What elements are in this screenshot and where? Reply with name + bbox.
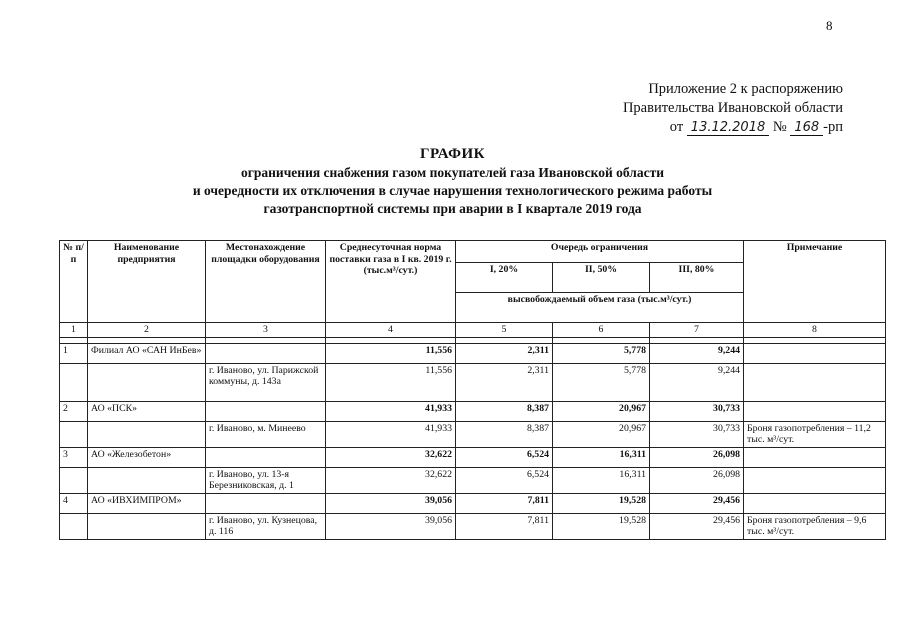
- colnum: 4: [326, 323, 456, 338]
- appendix-number-label: №: [772, 119, 787, 135]
- appendix-line-2: Правительства Ивановской области: [622, 100, 843, 116]
- header-queue: Очередь ограничения: [456, 241, 744, 263]
- cell-q3: 9,244: [650, 343, 744, 363]
- cell-q2: 19,528: [553, 493, 650, 513]
- cell-name: [88, 513, 206, 539]
- appendix-date-line: [623, 118, 843, 137]
- table-row: [60, 493, 886, 513]
- cell-q1: 2,311: [456, 363, 553, 401]
- document-title: [0, 145, 905, 218]
- colnum: 3: [206, 323, 326, 338]
- colnum: 2: [88, 323, 206, 338]
- cell-q2: 16,311: [553, 447, 650, 467]
- cell-location: [206, 447, 326, 467]
- cell-q1: 6,524: [456, 447, 553, 467]
- table-row: [60, 447, 886, 467]
- header-num: № п/п: [60, 241, 88, 323]
- cell-q1: 8,387: [456, 401, 553, 421]
- cell-q2: 20,967: [553, 421, 650, 447]
- cell-q2: 20,967: [553, 401, 650, 421]
- column-numbers-row: [60, 323, 886, 338]
- appendix-prefix: от: [669, 119, 684, 135]
- cell-q2: 5,778: [553, 363, 650, 401]
- colnum: 8: [744, 323, 886, 338]
- header-q3: III, 80%: [650, 263, 744, 293]
- cell-note: Броня газопотребления – 9,6 тыс. м³/сут.: [744, 513, 886, 539]
- cell-location: г. Иваново, ул. Кузнецова, д. 116: [206, 513, 326, 539]
- cell-num: 3: [60, 447, 88, 467]
- handwritten-date: 13.12.2018: [687, 120, 769, 136]
- cell-q3: 26,098: [650, 447, 744, 467]
- table-row: [60, 421, 886, 447]
- header-name: Наименование предприятия: [88, 241, 206, 323]
- gas-restriction-table: [59, 240, 886, 540]
- cell-location: [206, 401, 326, 421]
- cell-name: АО «ПСК»: [88, 401, 206, 421]
- cell-num: 1: [60, 343, 88, 363]
- colnum: 5: [456, 323, 553, 338]
- colnum: 1: [60, 323, 88, 338]
- cell-q1: 7,811: [456, 513, 553, 539]
- table-row: [60, 467, 886, 493]
- table-row: [60, 363, 886, 401]
- header-q1: I, 20%: [456, 263, 553, 293]
- cell-avg: 39,056: [326, 513, 456, 539]
- appendix-block: [623, 80, 843, 137]
- cell-q1: 7,811: [456, 493, 553, 513]
- cell-location: г. Иваново, ул. Парижской коммуны, д. 143а: [206, 363, 326, 401]
- cell-q3: 29,456: [650, 493, 744, 513]
- cell-q3: 26,098: [650, 467, 744, 493]
- cell-avg: 32,622: [326, 447, 456, 467]
- cell-name: [88, 363, 206, 401]
- cell-num: [60, 513, 88, 539]
- cell-note: [744, 447, 886, 467]
- cell-name: АО «Железобетон»: [88, 447, 206, 467]
- cell-avg: 39,056: [326, 493, 456, 513]
- title-line-2: и очередности их отключения в случае нарушения технологического режима работы: [192, 183, 713, 198]
- cell-name: [88, 421, 206, 447]
- cell-note: [744, 343, 886, 363]
- cell-q3: 29,456: [650, 513, 744, 539]
- header-released: высвобождаемый объем газа (тыс.м³/сут.): [456, 293, 744, 323]
- title-line-1: ограничения снабжения газом покупателей газа Ивановской области: [241, 165, 664, 180]
- appendix-suffix: -рп: [823, 119, 843, 135]
- title-line-3: газотранспортной системы при аварии в I квартале 2019 года: [263, 201, 642, 216]
- colnum: 6: [553, 323, 650, 338]
- cell-name: Филиал АО «САН ИнБев»: [88, 343, 206, 363]
- cell-q2: 19,528: [553, 513, 650, 539]
- cell-location: [206, 343, 326, 363]
- table-row: [60, 343, 886, 363]
- cell-location: г. Иваново, м. Минеево: [206, 421, 326, 447]
- cell-location: г. Иваново, ул. 13-я Березниковская, д. 1: [206, 467, 326, 493]
- header-q2: II, 50%: [553, 263, 650, 293]
- cell-avg: 41,933: [326, 401, 456, 421]
- header-avg: Среднесуточная норма поставки газа в I кв. 2019 г. (тыс.м³/сут.): [326, 241, 456, 323]
- cell-q1: 2,311: [456, 343, 553, 363]
- cell-q2: 5,778: [553, 343, 650, 363]
- cell-num: [60, 467, 88, 493]
- cell-note: [744, 363, 886, 401]
- cell-num: [60, 421, 88, 447]
- cell-location: [206, 493, 326, 513]
- table-row: [60, 401, 886, 421]
- cell-avg: 11,556: [326, 343, 456, 363]
- cell-avg: 32,622: [326, 467, 456, 493]
- cell-note: [744, 401, 886, 421]
- header-note: Примечание: [744, 241, 886, 323]
- appendix-line-1: Приложение 2 к распоряжению: [648, 81, 843, 97]
- page-number: 8: [826, 18, 833, 33]
- cell-q2: 16,311: [553, 467, 650, 493]
- header-location: Местонахождение площадки оборудования: [206, 241, 326, 323]
- cell-q3: 9,244: [650, 363, 744, 401]
- cell-avg: 11,556: [326, 363, 456, 401]
- cell-note: [744, 493, 886, 513]
- cell-name: [88, 467, 206, 493]
- colnum: 7: [650, 323, 744, 338]
- cell-q3: 30,733: [650, 401, 744, 421]
- handwritten-number: 168: [790, 120, 823, 136]
- cell-note: Броня газопотребления – 11,2 тыс. м³/сут.: [744, 421, 886, 447]
- cell-q1: 6,524: [456, 467, 553, 493]
- cell-num: [60, 363, 88, 401]
- cell-note: [744, 467, 886, 493]
- cell-q3: 30,733: [650, 421, 744, 447]
- cell-num: 4: [60, 493, 88, 513]
- cell-name: АО «ИВХИМПРОМ»: [88, 493, 206, 513]
- table-row: [60, 513, 886, 539]
- title-heading: ГРАФИК: [419, 146, 486, 162]
- cell-avg: 41,933: [326, 421, 456, 447]
- cell-num: 2: [60, 401, 88, 421]
- cell-q1: 8,387: [456, 421, 553, 447]
